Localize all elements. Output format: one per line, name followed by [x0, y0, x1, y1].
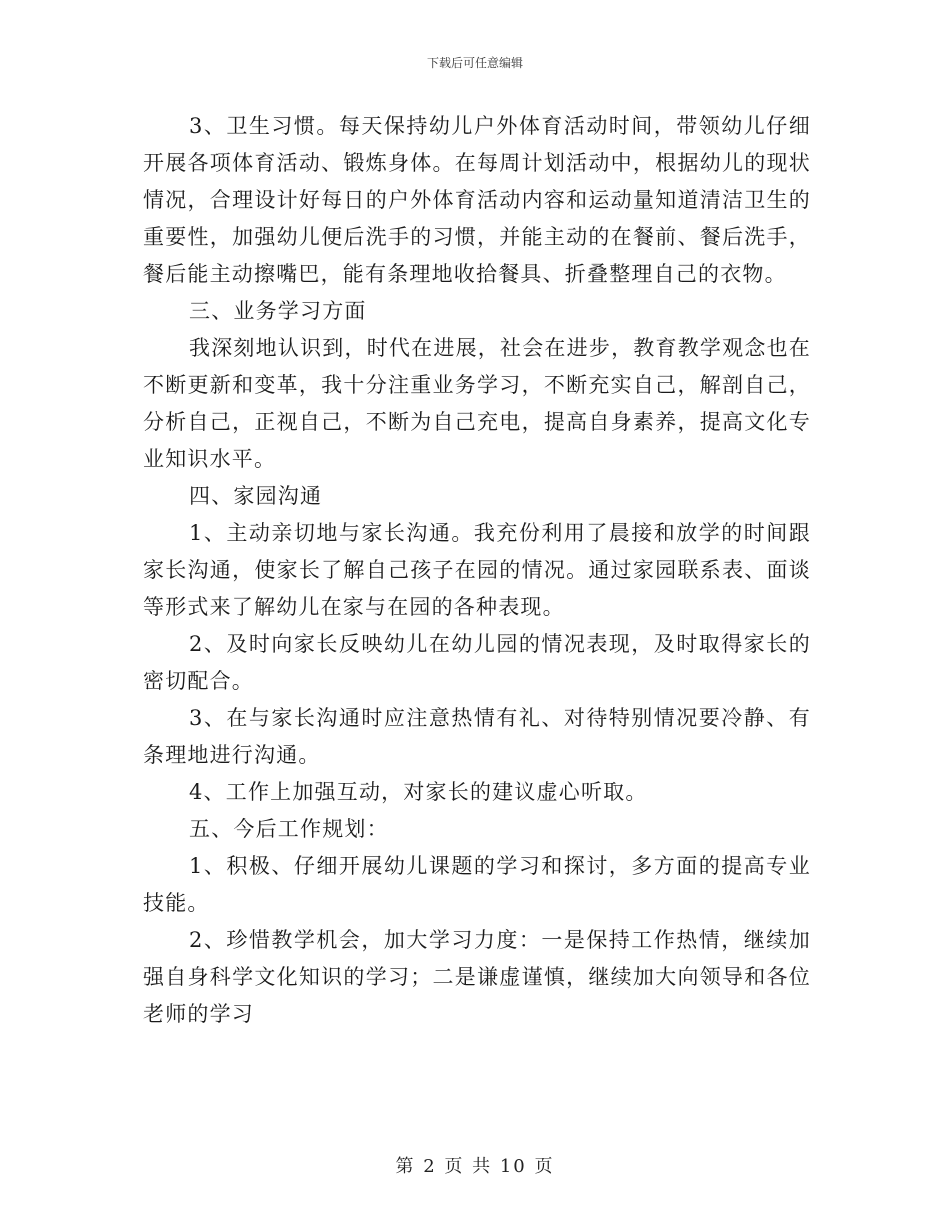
section-heading-home-school-communication: 四、家园沟通 — [189, 484, 323, 508]
paragraph-plan-2: 2、珍惜教学机会，加大学习力度：一是保持工作热情，继续加强自身科学文化知识的学习；二是谦虚谨慎，继续加大向领导和各位老师的学习 — [143, 928, 811, 1026]
paragraph-communication-1: 1、主动亲切地与家长沟通。我充份利用了晨接和放学的时间跟家长沟通，使家长了解自己孩子在园的情况。通过家园联系表、面谈等形式来了解幼儿在家与在园的各种表现。 — [143, 521, 811, 619]
page-header-note: 下载后可任意编辑 — [426, 56, 523, 70]
paragraph-communication-2: 2、及时向家长反映幼儿在幼儿园的情况表现，及时取得家长的密切配合。 — [143, 632, 811, 693]
paragraph-plan-1: 1、积极、仔细开展幼儿课题的学习和探讨，多方面的提高专业技能。 — [143, 854, 811, 915]
section-heading-professional-study: 三、业务学习方面 — [189, 299, 367, 323]
paragraph-communication-3: 3、在与家长沟通时应注意热情有礼、对待特别情况要冷静、有条理地进行沟通。 — [143, 706, 811, 767]
paragraph-professional-study: 我深刻地认识到，时代在进展，社会在进步，教育教学观念也在不断更新和变革，我十分注重业务学习，不断充实自己，解剖自己，分析自己，正视自己，不断为自己充电，提高自身素养，提高文化专业知识水平。 — [143, 336, 811, 471]
document-body — [143, 108, 811, 1033]
paragraph-communication-4: 4、工作上加强互动，对家长的建议虚心听取。 — [189, 780, 648, 804]
page-number-footer: 第 2 页 共 10 页 — [395, 1156, 555, 1177]
paragraph-hygiene-habits: 3、卫生习惯。每天保持幼儿户外体育活动时间，带领幼儿仔细开展各项体育活动、锻炼身体。在每周计划活动中，根据幼儿的现状情况，合理设计好每日的户外体育活动内容和运动量知道清洁卫生的重要性，加强幼儿便后洗手的习惯，并能主动的在餐前、餐后洗手，餐后能主动擦嘴巴，能有条理地收拾餐具、折叠整理自己的衣物。 — [143, 114, 811, 286]
section-heading-future-plan: 五、今后工作规划： — [189, 817, 389, 841]
